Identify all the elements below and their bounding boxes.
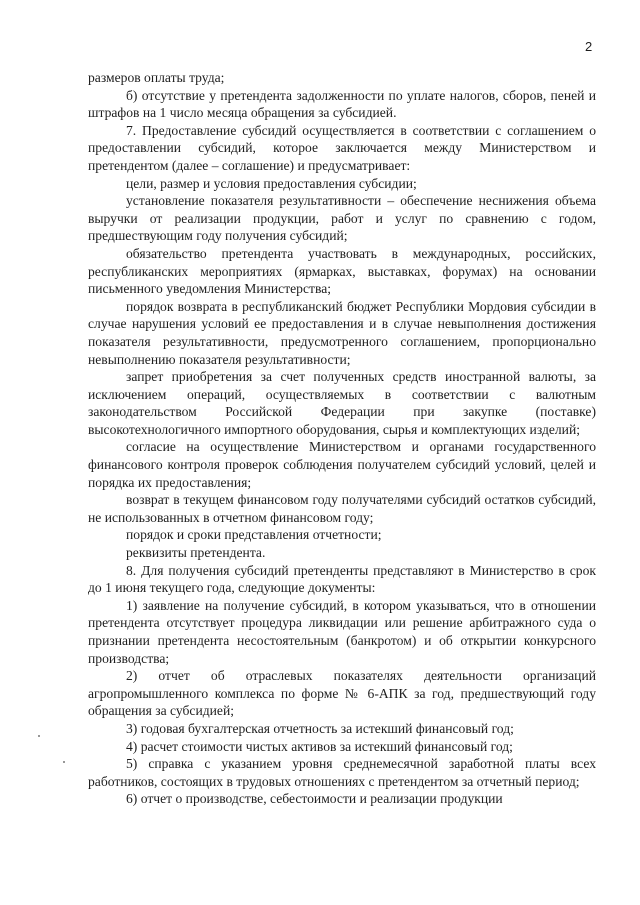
paragraph-currency-ban: запрет приобретения за счет полученных средств иностранной валюты, за исключением операций, осуществляемых в соответствии с валютным законодательством Российской Федерации при закупке (поставке) высокотехнологичного импортного оборудования, сырья и комплектующих изделий; bbox=[88, 369, 596, 437]
paragraph-refund-procedure: порядок возврата в республиканский бюджет Республики Мордовия субсидии в случае нарушения условий ее предоставления и в случае невыполнения достижения показателя результативности, предусмотренного соглашением, пропорционально невыполнению показателя результативности; bbox=[88, 298, 596, 367]
paragraph-performance-indicator: установление показателя результативности – обеспечение неснижения объема выручки от реализации продукции, работ и услуг по сравнению с годом, предшествующим году получения субсидий; bbox=[88, 193, 596, 244]
paragraph-doc-1-application: 1) заявление на получение субсидий, в котором указываться, что в отношении претендента отсутствует процедура ликвидации или решение арбитражного суда о признании претендента несостоятельным (банкротом) и об открытии конкурсного производства; bbox=[88, 597, 596, 666]
scan-speck bbox=[63, 761, 65, 763]
paragraph-reporting-terms: порядок и сроки представления отчетности; bbox=[126, 527, 382, 543]
paragraph-participation-obligation: обязательство претендента участвовать в международных, российских, республиканских мероприятиях (ярмарках, выставках, форумах) на основании письменного уведомления Министерства; bbox=[88, 245, 596, 297]
paragraph-inspection-consent: согласие на осуществление Министерством и органами государственного финансового контроля проверок соблюдения получателем субсидий условий, целей и порядка их предоставления; bbox=[88, 439, 596, 490]
page-number: 2 bbox=[585, 39, 593, 54]
scan-speck bbox=[38, 735, 40, 737]
document-body bbox=[88, 69, 596, 808]
paragraph-doc-4-net-assets: 4) расчет стоимости чистых активов за истекший финансовый год; bbox=[126, 738, 513, 754]
paragraph-item-7-agreement: 7. Предоставление субсидий осуществляется в соответствии с соглашением о предоставлении субсидий, которое заключается между Министерством и претендентом (далее – соглашение) и предусматривает: bbox=[88, 122, 596, 173]
paragraph-purposes-size-conditions: цели, размер и условия предоставления субсидии; bbox=[126, 175, 417, 191]
paragraph-doc-5-salary-certificate: 5) справка с указанием уровня среднемесячной заработной платы всех работников, состоящих в трудовых отношениях с претендентом за отчетный период; bbox=[88, 756, 596, 789]
paragraph-doc-3-accounting: 3) годовая бухгалтерская отчетность за истекший финансовый год; bbox=[126, 720, 514, 736]
paragraph-unused-balance-return: возврат в текущем финансовом году получателями субсидий остатков субсидий, не использованных в отчетном финансовом году; bbox=[88, 492, 596, 525]
paragraph-continuation-wages: размеров оплаты труда; bbox=[88, 70, 225, 85]
paragraph-doc-6-production-report: 6) отчет о производстве, себестоимости и реализации продукции bbox=[126, 791, 503, 807]
paragraph-doc-2-form-6-apk: 2) отчет об отраслевых показателях деятельности организаций агропромышленного комплекса по форме № 6-АПК за год, предшествующий году обращения за субсидией; bbox=[88, 668, 596, 719]
paragraph-clause-b-tax-debt: б) отсутствие у претендента задолженности по уплате налогов, сборов, пеней и штрафов на 1 число месяца обращения за субсидией. bbox=[88, 87, 596, 121]
paragraph-applicant-details: реквизиты претендента. bbox=[126, 545, 266, 561]
paragraph-item-8-documents: 8. Для получения субсидий претенденты представляют в Министерство в срок до 1 июня текущего года, следующие документы: bbox=[88, 562, 596, 596]
